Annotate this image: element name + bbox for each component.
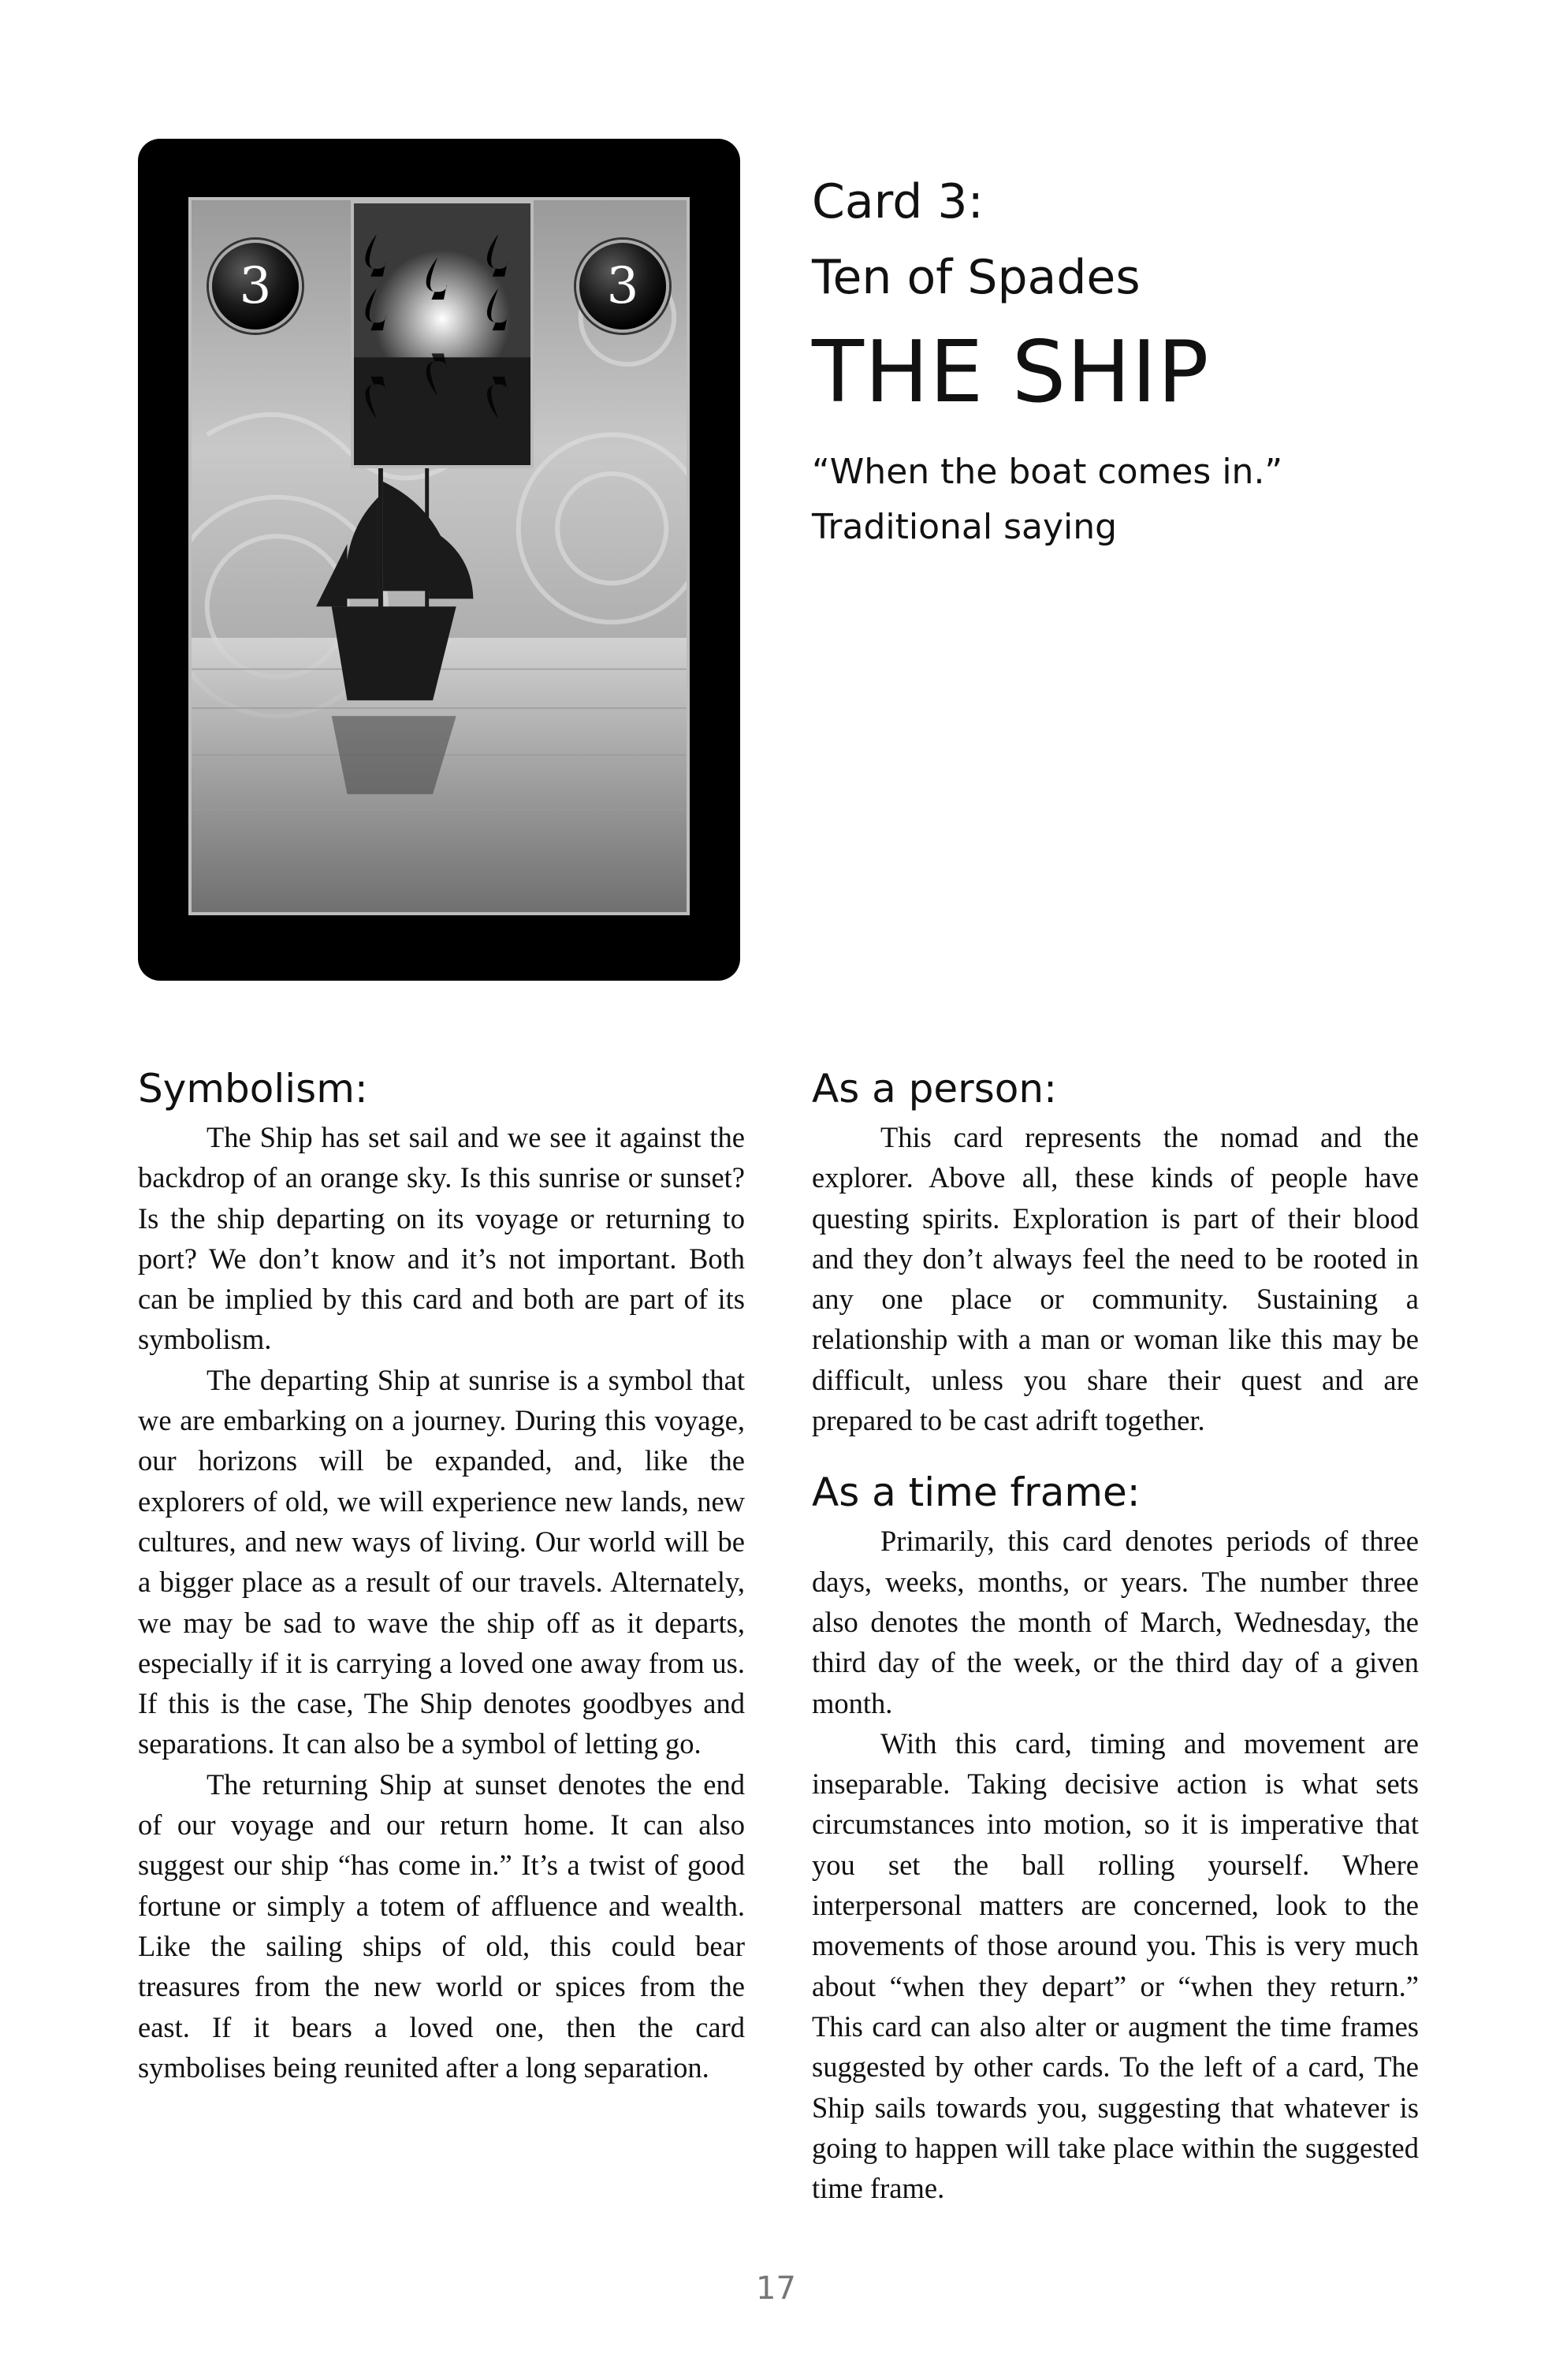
- as-person-paragraph: This card represents the nomad and the explorer. Above all, these kinds of people have questing spirits. Exploration is part of their blood and they don’t always feel the need to be rooted in any one place or community. Sustaining a relationship with a man or woman like this may be difficult, unless you share their quest and are prepared to be cast adrift together.: [812, 1121, 1419, 1437]
- time-frame-paragraph: With this card, timing and movement are inseparable. Taking decisive action is what sets circumstances into motion, so it is imperative that you set the ball rolling yourself. Where interpersonal matters are concerned, look to the movements of those around you. This is very much about “when they depart” or “when they return.” This card can also alter or augment the time frames suggested by other cards. To the left of a card, The Ship sails towards you, suggesting that whatever is going to happen will take place within the suggested time frame.: [812, 1726, 1419, 2205]
- as-person-heading: As a person:: [812, 1066, 1057, 1112]
- card-number-badge-right: 3: [576, 240, 669, 333]
- spades-image: [354, 203, 530, 465]
- symbolism-section: [138, 1060, 745, 2088]
- epigraph-attribution: Traditional saying: [812, 507, 1118, 547]
- page-number: 17: [756, 2270, 796, 2307]
- card-number-badge-left: 3: [209, 240, 302, 333]
- epigraph-quote: “When the boat comes in.”: [812, 452, 1283, 492]
- symbolism-paragraph: The returning Ship at sunset denotes the end of our voyage and our return home. It can also suggest our ship “has come in.” It’s a twist of good fortune or simply a totem of affluence and wealth. Like the sailing ships of old, this could bear treasures from the new world or spices from the east. If it bears a loved one, then the card symbolises being reunited after a long separation.: [138, 1767, 745, 2084]
- symbolism-paragraph: The departing Ship at sunrise is a symbol that we are embarking on a journey. During this voyage, our horizons will be expanded, and, like the explorers of old, we will experience new lands, new cultures, and new ways of living. Our world will be a bigger place as a result of our travels. Alternately, we may be sad to wave the ship off as it departs, especially if it is carrying a loved one away from us. If this is the case, The Ship denotes goodbyes and separations. It can also be a symbol of letting go.: [138, 1363, 745, 1760]
- interpretation-section: [812, 1060, 1419, 2208]
- card-artwork: [188, 197, 690, 915]
- as-time-frame-heading: As a time frame:: [812, 1469, 1141, 1516]
- ten-of-spades-miniature: [351, 200, 534, 468]
- time-frame-paragraph: Primarily, this card denotes periods of three days, weeks, months, or years. The number three also denotes the month of March, Wednesday, the third day of the week, or the third day of a given month.: [812, 1525, 1419, 1719]
- card-heading: [812, 164, 1505, 555]
- symbolism-paragraph: The Ship has set sail and we see it against the backdrop of an orange sky. Is this sunrise or sunset? Is the ship departing on its voyage or returning to port? We don’t know and it’s not important. Both can be implied by this card and both are part of its symbolism.: [138, 1121, 745, 1356]
- card-illustration: [138, 139, 740, 981]
- symbolism-heading: Symbolism:: [138, 1066, 368, 1112]
- card-number-label: Card 3:: [812, 174, 984, 229]
- card-name: Ten of Spades: [812, 250, 1141, 305]
- page-title: THE SHIP: [812, 323, 1210, 422]
